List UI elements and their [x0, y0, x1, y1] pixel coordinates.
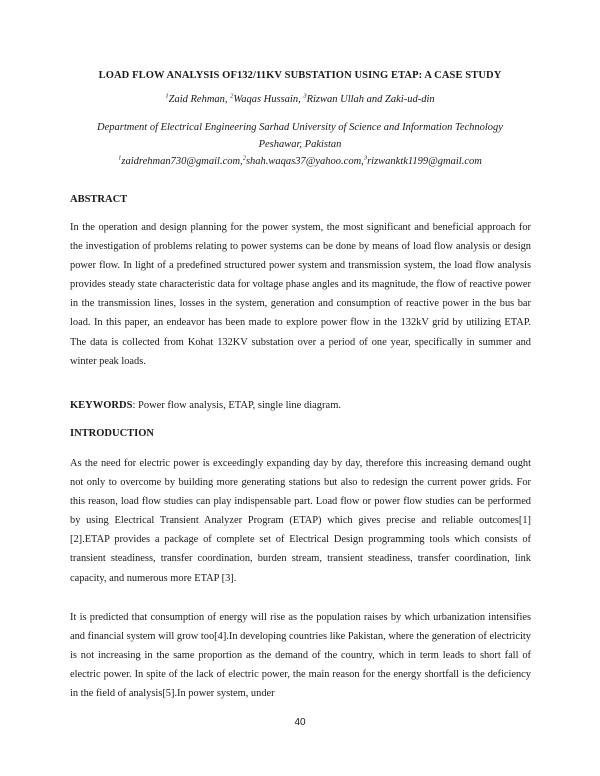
keywords-label: KEYWORDS [70, 400, 133, 411]
introduction-paragraph-1: As the need for electric power is exceedingly expanding day by day, therefore this increasing demand ought not only to overcome by building more generating stations but also to redesign the current power grids. For this reason, load flow studies can play indispensable part. Load flow or power flow studies can be performed by using Electrical Transient Analyzer Program (ETAP) which gives precise and reliable outcomes[1][2].ETAP provides a package of complete set of Electrical Design programming tools which consists of transient steadiness, transfer coordination, burden stream, transient steadiness, transfer coordination, link capacity, and numerous more ETAP [3]. [70, 458, 531, 584]
email-2-marker: 2 [242, 154, 246, 162]
paper-title: LOAD FLOW ANALYSIS OF132/11KV SUBSTATION USING ETAP: A CASE STUDY [98, 70, 502, 81]
email-1: zaidrehman730@gmail.com, [121, 156, 243, 167]
abstract-text: In the operation and design planning for the power system, the most significant and beneficial approach for the investigation of problems relating to power systems can be done by means of load flow analysis or design power flow. In light of a predefined structured power system and transmission system, the load flow analysis provides steady state characteristic data for voltage phase angles and its magnitude, the flow of reactive power in the transmission lines, losses in the system, generation and consumption of reactive power in the bus bar load. In this paper, an endeavor has been made to explore power flow in the 132kV grid by utilizing ETAP. The data is collected from Kohat 132KV substation over a period of one year, specifically in summer and winter peak loads. [70, 222, 531, 367]
keywords-line [70, 400, 341, 411]
introduction-paragraph-2: It is predicted that consumption of energy will rise as the population raises by which urbanization intensifies and financial system will grow too[4].In developing countries like Pakistan, where the generation of electricity is not increasing in the same proportion as the demand of the country, which in term leads to short fall of electric power. In spite of the lack of electric power, the main reason for the energy shortfall is the deficiency in the field of analysis[5].In power system, under [70, 612, 531, 700]
email-line [0, 156, 600, 167]
email-2: shah.waqas37@yahoo.com, [245, 156, 364, 167]
author-line [0, 94, 600, 105]
author-2-marker: 2 [230, 92, 234, 100]
author-2: Waqas Hussain, [233, 94, 304, 105]
author-3: Rizwan Ullah and Zaki-ud-din [306, 94, 435, 105]
email-3-marker: 3 [363, 154, 368, 162]
keywords-text: : Power flow analysis, ETAP, single line diagram. [132, 400, 341, 411]
email-3: rizwanktk1199@gmail.com [367, 156, 482, 167]
abstract-heading: ABSTRACT [70, 194, 128, 205]
page-number: 40 [294, 717, 306, 728]
introduction-heading: INTRODUCTION [70, 428, 155, 439]
affiliation-line-2: Peshawar, Pakistan [258, 139, 342, 150]
affiliation [0, 119, 600, 153]
author-1: Zaid Rehman, [168, 94, 231, 105]
author-3-marker: 3 [303, 92, 307, 100]
author-1-marker: 1 [165, 92, 169, 100]
email-1-marker: 1 [118, 154, 122, 162]
affiliation-line-1: Department of Electrical Engineering Sarhad University of Science and Information Technology [97, 122, 503, 133]
